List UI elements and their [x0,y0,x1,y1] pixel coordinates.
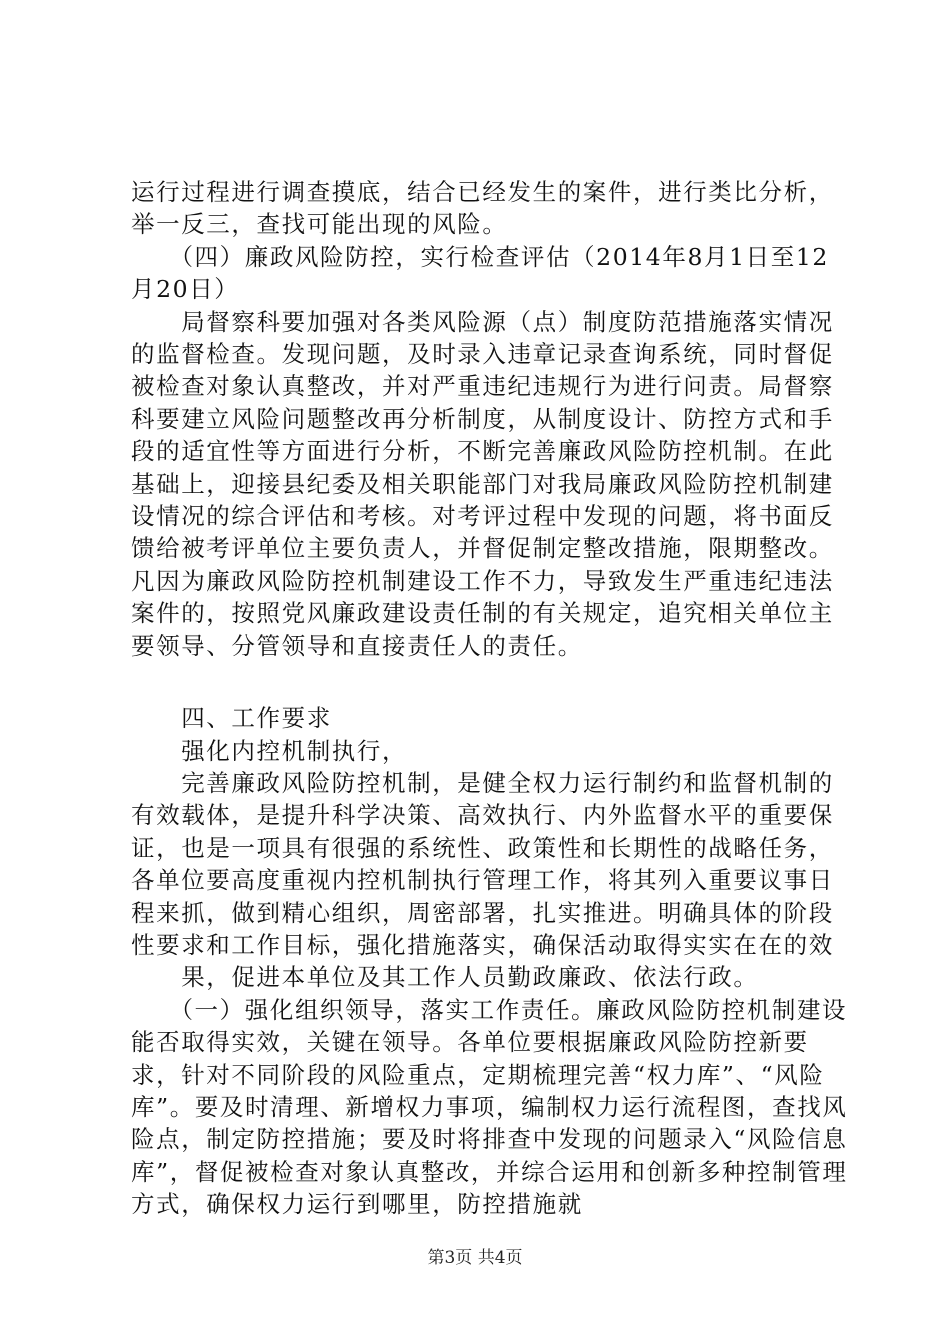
section-heading-work-requirements: 四、工作要求 [131,704,332,733]
page-number-footer: 第3页 共4页 [427,1248,523,1268]
paragraph-gap [131,662,851,702]
paragraph-risk-investigation: 运行过程进行调查摸底，结合已经发生的案件，进行类比分析，举一反三，查找可能出现的风险。 [131,178,834,239]
subheading-inspection-evaluation: （四）廉政风险防控，实行检查评估（2014年8月1日至12月20日） [131,242,829,304]
paragraph-organization-leadership: （一）强化组织领导，落实工作责任。廉政风险防控机制建设能否取得实效，关键在领导。各单位要根据廉政风险防控新要求，针对不同阶段的风险重点，定期梳理完善“权力库”、“风险库”。要及时清理、新增权力事项，编制权力运行流程图，查找风险点，制定防控措施；要及时将排查中发现的问题录入“风险信息库”，督促被检查对象认真整改，并综合运用和创新多种控制管理方式，确保权力运行到哪里，防控措施就 [131,995,848,1219]
paragraph-strengthen-control: 强化内控机制执行， [131,736,408,765]
document-body [131,176,851,1221]
paragraph-improve-mechanism: 完善廉政风险防控机制，是健全权力运行制约和监督机制的有效载体，是提升科学决策、高效执行、内外监督水平的重要保证，也是一项具有很强的系统性、政策性和长期性的战略任务，各单位要高度重视内控机制执行管理工作，将其列入重要议事日程来抓，做到精心组织，周密部署，扎实推进。明确具体的阶段性要求和工作目标，强化措施落实，确保活动取得实实在在的效 [131,768,834,959]
paragraph-supervision: 局督察科要加强对各类风险源（点）制度防范措施落实情况的监督检查。发现问题，及时录入违章记录查询系统，同时督促被检查对象认真整改，并对严重违纪违规行为进行问责。局督察科要建立风险问题整改再分析制度，从制度设计、防控方式和手段的适宜性等方面进行分析，不断完善廉政风险防控机制。在此基础上，迎接县纪委及相关职能部门对我局廉政风险防控机制建设情况的综合评估和考核。对考评过程中发现的问题，将书面反馈给被考评单位主要负责人，并督促制定整改措施，限期整改。凡因为廉政风险防控机制建设工作不力，导致发生严重违纪违法案件的，按照党风廉政建设责任制的有关规定，追究相关单位主要领导、分管领导和直接责任人的责任。 [131,307,834,660]
paragraph-result: 果，促进本单位及其工作人员勤政廉政、依法行政。 [131,963,759,992]
